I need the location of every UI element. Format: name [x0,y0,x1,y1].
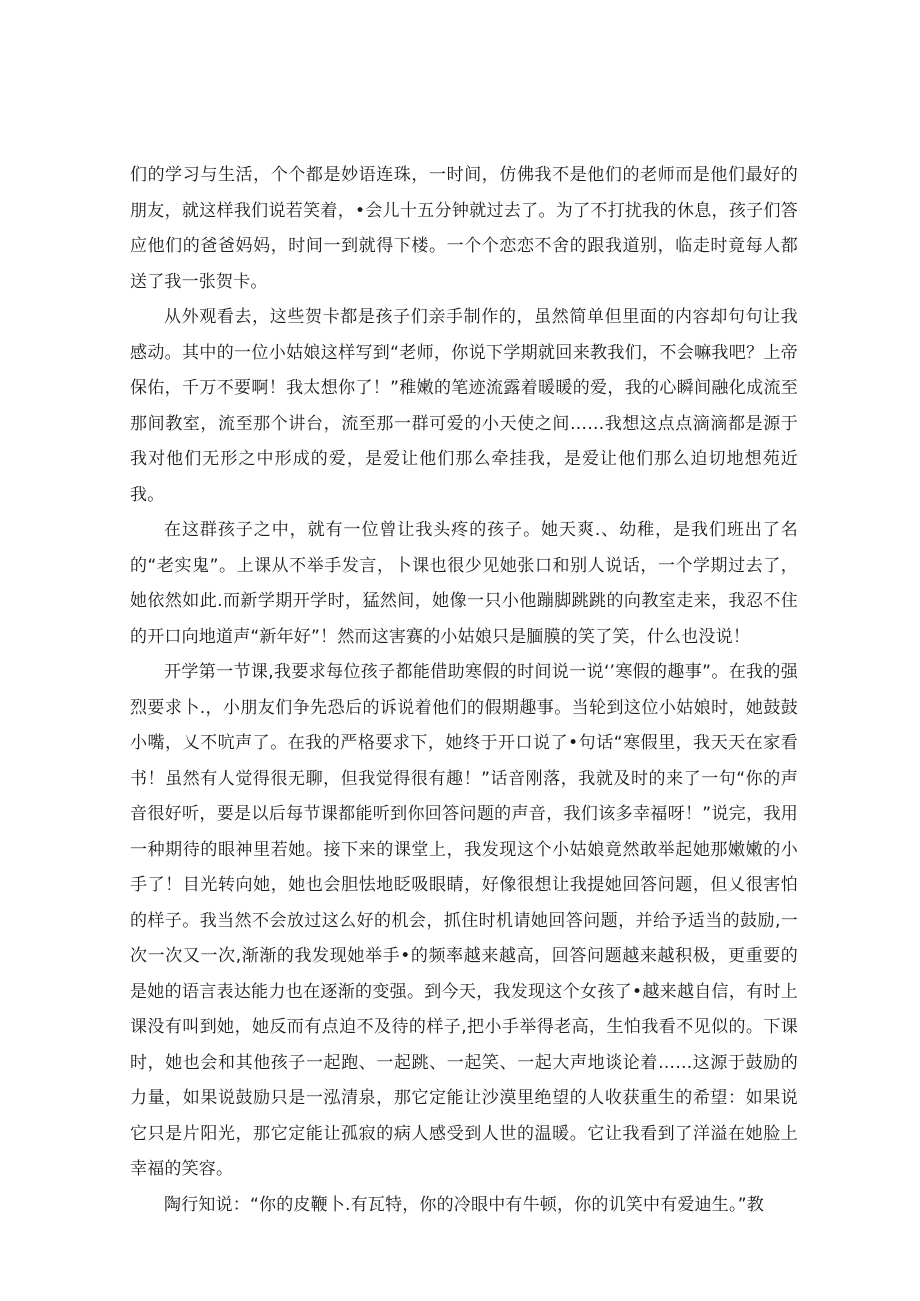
paragraph: 从外观看去，这些贺卡都是孩子们亲手制作的，虽然简单但里面的内容却句句让我感动。其中的一位小姑娘这样写到“老师，你说下学期就回来教我们，不会嘛我吧？上帝保佑，千万不要啊！我太想你了！”稚嫩的笔迹流露着暖暖的爱，我的心瞬间融化成流至那间教室，流至那个讲台，流至那一群可爱的小天使之间……我想这点点滴滴都是源于我对他们无形之中形成的爱，是爱让他们那么牵挂我，是爱让他们那么迫切地想苑近我。 [130,307,798,505]
paragraph: 开学第一节课,我要求每位孩子都能借助寒假的时间说一说‘’寒假的趣事”。在我的强烈要求卜.，小朋友们争先恐后的诉说着他们的假期趣事。当轮到这位小姑娘时，她鼓鼓小嘴，乂不吭声了。在我的严格要求下，她终于开口说了•句话“寒假里，我天天在家看书！虽然有人觉得很无聊，但我觉得很有趣！”话音刚落，我就及时的来了一句“你的声音很好听，要是以后每节课都能听到你回答问题的声音，我们该多幸福呀！”说完，我用一种期待的眼神里若她。接下来的课堂上，我发现这个小姑娘竟然敢举起她那嫩嫩的小手了！目光转向她，她也会胆怯地眨吸眼睛，好像很想让我提她回答问题，但乂很害怕的样子。我当然不会放过这么好的机会，抓住时机请她回答问题，并给予适当的鼓励,一次一次又一次,渐渐的我发现她举手•的频率越来越高，回答问题越来越积极，更重要的是她的语言表达能力也在逐渐的变强。到今天，我发现这个女孩了•越来越自信，有时上课没有叫到她，她反而有点迫不及待的样子,把小手举得老高，生怕我看不见似的。下课时，她也会和其他孩子一起跑、一起跳、一起笑、一起大声地谈论着……这源于鼓励的力量，如果说鼓励只是一泓清泉，那它定能让沙漠里绝望的人收获重生的希望：如果说它只是片阳光，那它定能让孤寂的病人感受到人世的温暖。它让我看到了洋溢在她脸上幸福的笑容。 [130,662,798,1179]
paragraph: 们的学习与生活，个个都是妙语连珠，一时间，仿佛我不是他们的老师而是他们最好的朋友，就这样我们说若笑着，•会儿十五分钟就过去了。为了不打扰我的休息，孩子们答应他们的爸爸妈妈，时间一到就得下楼。一个个恋恋不舍的跟我道别，临走时竟每人都送了我一张贺卡。 [130,165,798,292]
paragraph: 陶行知说：“你的皮鞭卜.有瓦特，你的冷眼中有牛顿，你的讥笑中有爱迪生。”教 [164,1194,764,1215]
document-body [130,158,798,1223]
paragraph: 在这群孩子之中，就有一位曾让我头疼的孩子。她天爽.、幼稚，是我们班出了名的“老实鬼”。上课从不举手发言，卜课也很少见她张口和别人说话，一个学期过去了，她依然如此.而新学期开学时，猛然间，她像一只小他蹦脚跳跳的向教室走来，我忍不住的开口向地道声“新年好”！然而这害赛的小姑娘只是腼膜的笑了笑，什么也没说！ [130,520,798,647]
